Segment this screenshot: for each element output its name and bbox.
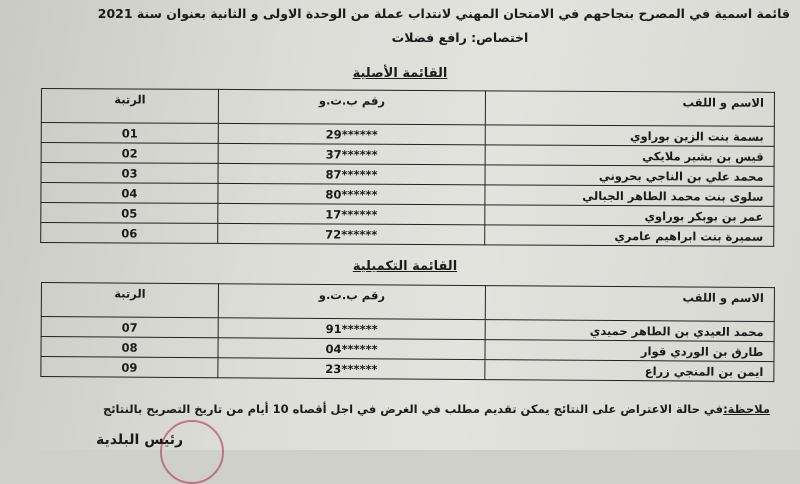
cell-rank: 02 (41, 143, 218, 164)
cell-rank: 03 (41, 163, 218, 184)
table-header-row (41, 283, 774, 322)
cell-id: ******72 (218, 223, 485, 244)
cell-rank: 04 (41, 183, 218, 204)
column-header-id: رقم ب.ت.و (218, 89, 485, 124)
cell-rank: 08 (41, 337, 218, 358)
column-header-name: الاسم و اللقب (485, 91, 774, 127)
cell-name: سلوى بنت محمد الطاهر الجبالي (485, 185, 774, 207)
cell-name: محمد العيدي بن الطاهر حميدي (485, 320, 774, 342)
cell-name: طارق بن الوردي قوار (485, 340, 774, 362)
cell-id: ******17 (218, 203, 485, 224)
document-title: قائمة اسمية في المصرح بنجاحهم في الامتحان المهني لانتداب عملة من الوحدة الاولى و الثانية بعنوان سنة 2021 (97, 6, 790, 21)
cell-rank: 09 (41, 357, 218, 378)
cell-name: سميرة بنت ابراهيم عامري (485, 225, 774, 247)
mayor-signature: رئيس البلدية (96, 432, 184, 448)
cell-id: ******37 (218, 143, 485, 164)
supplementary-list-title: القائمة التكميلية (352, 259, 458, 274)
table-header-row (41, 89, 774, 127)
main-list-title: القائمة الأصلية (352, 66, 448, 81)
column-header-rank: الرتبة (41, 89, 218, 124)
cell-id: ******91 (218, 318, 485, 340)
cell-rank: 01 (41, 123, 218, 144)
column-header-id: رقم ب.ت.و (218, 284, 485, 320)
cell-id: ******29 (218, 123, 485, 144)
note-label: ملاحظة: (723, 402, 770, 416)
cell-name: محمد علي بن الناجي بحروني (485, 165, 774, 187)
document-specialty: اختصاص: رافع فضلات (391, 30, 529, 45)
cell-id: ******04 (218, 338, 485, 360)
objection-note (102, 402, 770, 416)
official-stamp (160, 420, 224, 484)
cell-id: ******80 (218, 183, 485, 204)
column-header-name: الاسم و اللقب (485, 286, 774, 322)
cell-name: بسمة بنت الزين بوراوي (485, 125, 774, 147)
cell-name: قيس بن بشير ملايكي (485, 145, 774, 167)
table-row (41, 357, 774, 382)
cell-name: ايمن بن المنجي زراع (485, 360, 774, 382)
main-list-table (40, 88, 775, 247)
supplementary-list-table (40, 282, 775, 382)
cell-rank: 05 (41, 203, 218, 224)
table-row (41, 223, 774, 247)
cell-id: ******87 (218, 163, 485, 184)
cell-id: ******23 (218, 358, 485, 380)
cell-rank: 06 (41, 223, 218, 244)
column-header-rank: الرتبة (41, 283, 218, 318)
cell-name: عمر بن بوبكر بوراوي (485, 205, 774, 227)
cell-rank: 07 (41, 317, 218, 338)
note-text: في حالة الاعتراض على النتائج يمكن تقديم مطلب في الغرض في اجل أقصاه 10 أيام من تاريخ التصريح بالنتائج (102, 402, 724, 416)
